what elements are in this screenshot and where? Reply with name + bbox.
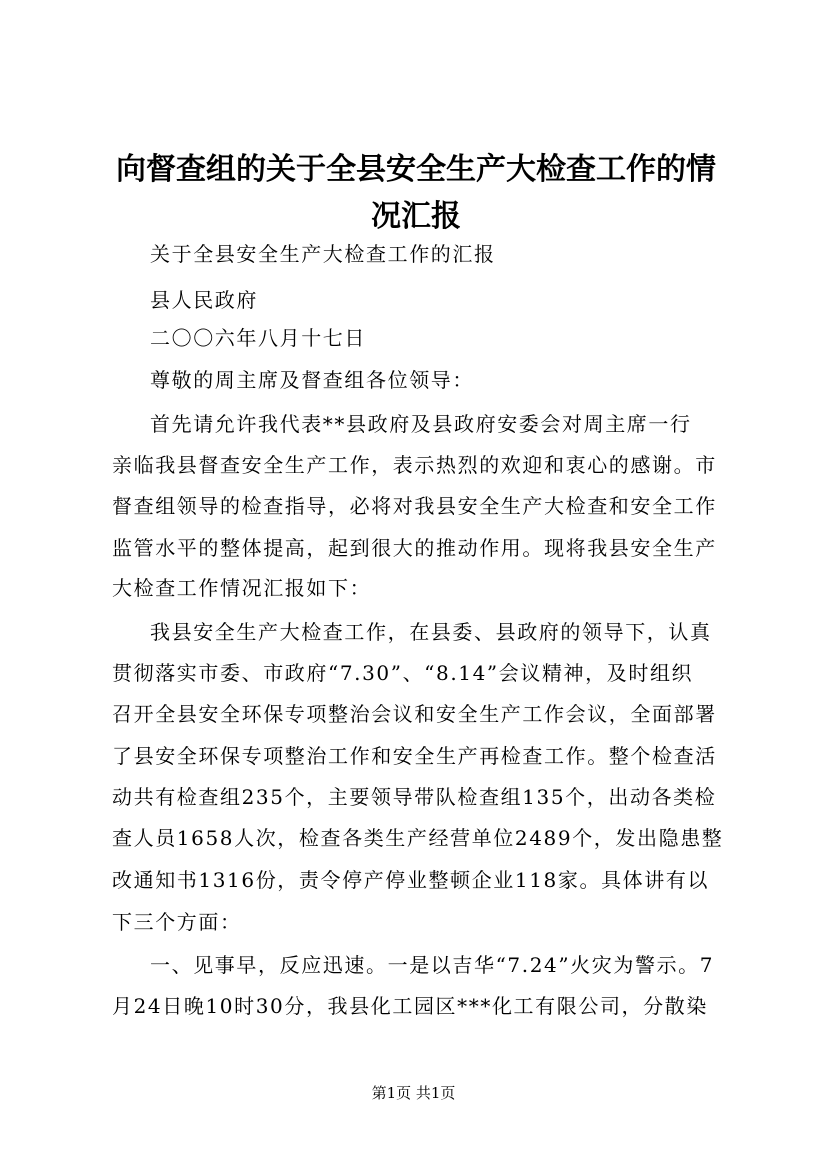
page-footer: 第1页 共1页 [371,1084,456,1102]
title-line-1: 向督查组的关于全县安全生产大检查工作的情 [116,152,716,187]
issuer-line: 县人民政府 [150,288,258,312]
paragraph-2-line: 动共有检查组235个，主要领导带队检查组135个，出动各类检 [112,785,717,809]
paragraph-2-line: 召开全县安全环保专项整治会议和安全生产工作会议，全面部署 [112,702,717,726]
paragraph-1-line: 首先请允许我代表**县政府及县政府安委会对周主席一行 [150,412,692,436]
paragraph-1-line: 亲临我县督查安全生产工作，表示热烈的欢迎和衷心的感谢。市 [112,453,717,477]
date-line: 二〇〇六年八月十七日 [150,326,366,350]
title-line-2: 况汇报 [371,199,461,234]
report-subtitle: 关于全县安全生产大检查工作的汇报 [150,242,496,266]
paragraph-2-line: 贯彻落实市委、市政府“7.30”、“8.14”会议精神，及时组织 [112,661,694,685]
paragraph-3-line: 一、见事早，反应迅速。一是以吉华“7.24”火灾为警示。7 [150,953,715,977]
paragraph-2-line: 改通知书1316份，责令停产停业整顿企业118家。具体讲有以 [112,868,710,892]
document-title [96,146,736,240]
paragraph-2-line: 我县安全生产大检查工作，在县委、县政府的领导下，认真 [150,620,712,644]
paragraph-2-line: 查人员1658人次，检查各类生产经营单位2489个，发出隐患整 [112,826,724,850]
paragraph-1-line: 大检查工作情况汇报如下： [112,576,372,600]
paragraph-2-line: 了县安全环保专项整治工作和安全生产再检查工作。整个检查活 [112,744,717,768]
paragraph-2-line: 下三个方面： [112,910,242,934]
paragraph-1-line: 监管水平的整体提高，起到很大的推动作用。现将我县安全生产 [112,536,717,560]
paragraph-3-line: 月24日晚10时30分，我县化工园区***化工有限公司，分散染 [112,994,708,1018]
paragraph-1-line: 督查组领导的检查指导，必将对我县安全生产大检查和安全工作 [112,494,717,518]
salutation-line: 尊敬的周主席及督查组各位领导： [150,368,474,392]
